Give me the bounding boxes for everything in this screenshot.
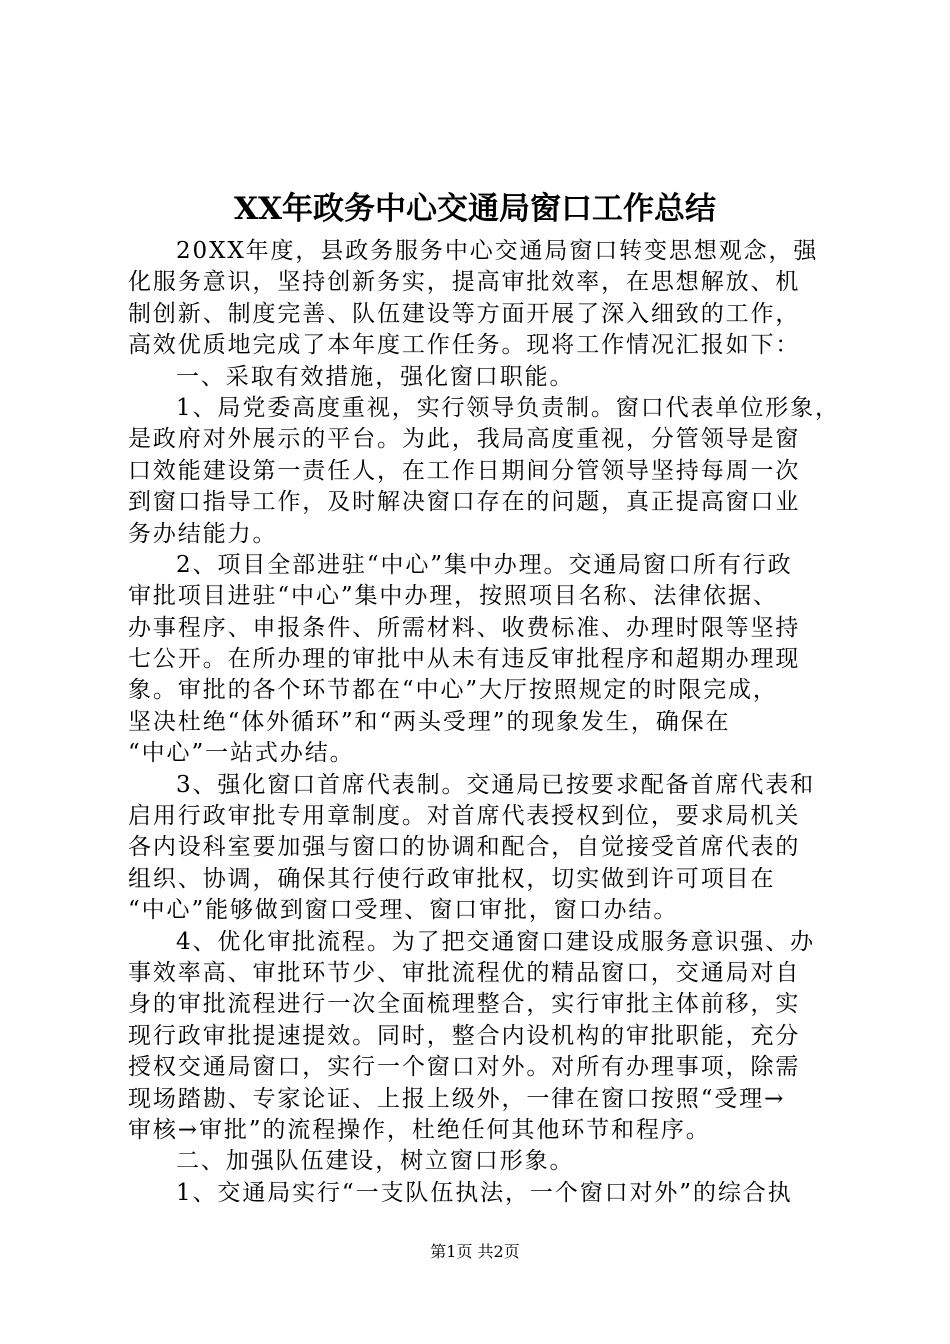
body-line: 1、局党委高度重视，实行领导负责制。窗口代表单位形象， — [176, 394, 840, 421]
section-heading: 二、加强队伍建设，树立窗口形象。 — [176, 1148, 575, 1175]
body-line: 各内设科室要加强与窗口的协调和配合，自觉接受首席代表的 — [128, 834, 801, 861]
body-line: 审核→审批”的流程操作，杜绝任何其他环节和程序。 — [128, 1116, 711, 1143]
body-line: 事效率高、审批环节少、审批流程优的精品窗口，交通局对自 — [128, 959, 801, 986]
body-line: “中心”能够做到窗口受理、窗口审批，窗口办结。 — [128, 897, 679, 924]
body-line: 审批项目进驻“中心”集中办理，按照项目名称、法律依据、 — [128, 583, 778, 610]
body-line: 3、强化窗口首席代表制。交通局已按要求配备首席代表和 — [176, 771, 816, 798]
body-line: 现行政审批提速提效。同时，整合内设机构的审批职能，充分 — [128, 1022, 801, 1049]
section-heading: 一、采取有效措施，强化窗口职能。 — [176, 363, 575, 390]
body-line: 象。审批的各个环节都在“中心”大厅按照规定的时限完成， — [128, 677, 778, 704]
body-line: 授权交通局窗口，实行一个窗口对外。对所有办理事项，除需 — [128, 1054, 801, 1081]
body-line: 是政府对外展示的平台。为此，我局高度重视，分管领导是窗 — [128, 426, 801, 453]
body-line: 办事程序、申报条件、所需材料、收费标准、办理时限等坚持 — [128, 614, 801, 641]
document-title: XX年政务中心交通局窗口工作总结 — [233, 191, 717, 227]
body-line: 现场踏勘、专家论证、上报上级外，一律在窗口按照“受理→ — [128, 1085, 786, 1112]
body-line: 启用行政审批专用章制度。对首席代表授权到位，要求局机关 — [128, 803, 801, 830]
body-line: 坚决杜绝“体外循环”和“两头受理”的现象发生，确保在 — [128, 708, 731, 735]
body-line: 1、交通局实行“一支队伍执法，一个窗口对外”的综合执 — [176, 1179, 793, 1206]
body-line: 高效优质地完成了本年度工作任务。现将工作情况汇报如下： — [128, 332, 801, 359]
body-line: 组织、协调，确保其行使行政审批权，切实做到许可项目在 — [128, 865, 776, 892]
body-line: 口效能建设第一责任人，在工作日期间分管领导坚持每周一次 — [128, 457, 801, 484]
body-line: 务办结能力。 — [128, 520, 278, 547]
body-line: 制创新、制度完善、队伍建设等方面开展了深入细致的工作， — [128, 300, 801, 327]
body-line: 身的审批流程进行一次全面梳理整合，实行审批主体前移，实 — [128, 991, 801, 1018]
body-line: 2、项目全部进驻“中心”集中办理。交通局窗口所有行政 — [176, 551, 793, 578]
body-line: 20XX年度，县政务服务中心交通局窗口转变思想观念，强 — [176, 238, 819, 264]
body-line: “中心”一站式办结。 — [128, 740, 355, 767]
body-line: 4、优化审批流程。为了把交通窗口建设成服务意识强、办 — [176, 928, 816, 955]
body-line: 到窗口指导工作，及时解决窗口存在的问题，真正提高窗口业 — [128, 489, 801, 516]
page-footer: 第1页 共2页 — [430, 1242, 520, 1261]
document-body — [128, 236, 840, 1209]
body-line: 化服务意识，坚持创新务实，提高审批效率，在思想解放、机 — [128, 269, 801, 296]
body-line: 七公开。在所办理的审批中从未有违反审批程序和超期办理现 — [128, 646, 801, 673]
